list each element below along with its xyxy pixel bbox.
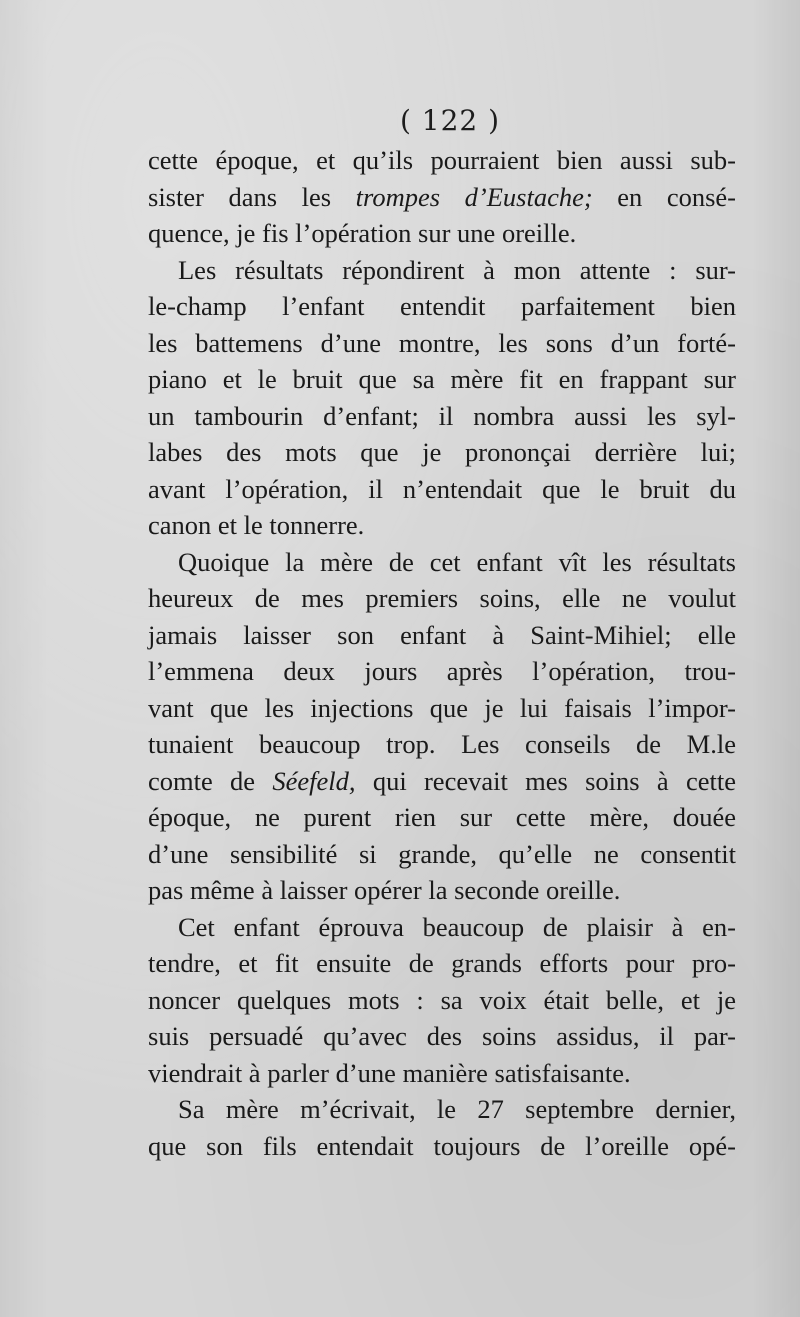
text-line: l’emmena deux jours après l’opération, trou- [148,656,736,686]
text-line: cette époque, et qu’ils pourraient bien aussi sub- [148,145,736,175]
text-line: le-champ l’enfant entendit parfaitement bien [148,291,736,321]
text-line: heureux de mes premiers soins, elle ne voulut [148,583,736,613]
body-text [148,142,736,1164]
text-line: Sa mère m’écrivait, le 27 septembre dernier, [178,1094,736,1124]
text-line: que son fils entendait toujours de l’oreille opé- [148,1130,736,1161]
italic-term: trompes d’Eustache; [355,181,593,212]
text-line: Quoique la mère de cet enfant vît les résultats [178,546,736,577]
text-line: époque, ne purent rien sur cette mère, douée [148,802,736,832]
text-line: noncer quelques mots : sa voix était belle, et je [148,984,736,1015]
text-segment: qui recevait mes soins à cette [355,765,736,796]
text-line: vant que les injections que je lui faisais l’impor- [148,692,736,723]
text-line [148,763,736,800]
text-line: tendre, et fit ensuite de grands efforts pour pro- [148,948,736,978]
text-line: les battemens d’une montre, les sons d’un forté- [148,327,736,358]
text-line: d’une sensibilité si grande, qu’elle ne consentit [148,838,736,869]
text-segment: comte de [148,765,273,796]
text-line: quence, je fis l’opération sur une oreille. [148,218,577,248]
text-line: Cet enfant éprouva beaucoup de plaisir à en- [178,911,736,942]
text-line: avant l’opération, il n’entendait que le bruit du [148,473,736,504]
text-line: viendrait à parler d’une manière satisfaisante. [148,1057,631,1088]
text-line: tunaient beaucoup trop. Les conseils de M.le [148,729,736,759]
text-line: Les résultats répondirent à mon attente : sur- [178,254,736,285]
text-line: labes des mots que je prononçai derrière lui; [148,437,736,467]
text-line [148,179,736,216]
page-number: ( 122 ) [399,104,501,137]
text-line: pas même à laisser opérer la seconde oreille. [148,875,621,905]
text-segment: en consé- [592,181,736,212]
text-line: un tambourin d’enfant; il nombra aussi les syl- [148,400,736,431]
text-line: suis persuadé qu’avec des soins assidus, il par- [148,1021,736,1051]
text-line: canon et le tonnerre. [148,510,365,540]
text-line: jamais laisser son enfant à Saint-Mihiel; elle [148,619,736,650]
text-segment: sister dans les [148,181,356,212]
italic-term: Séefeld, [272,765,356,796]
text-line: piano et le bruit que sa mère fit en frappant sur [148,364,736,394]
